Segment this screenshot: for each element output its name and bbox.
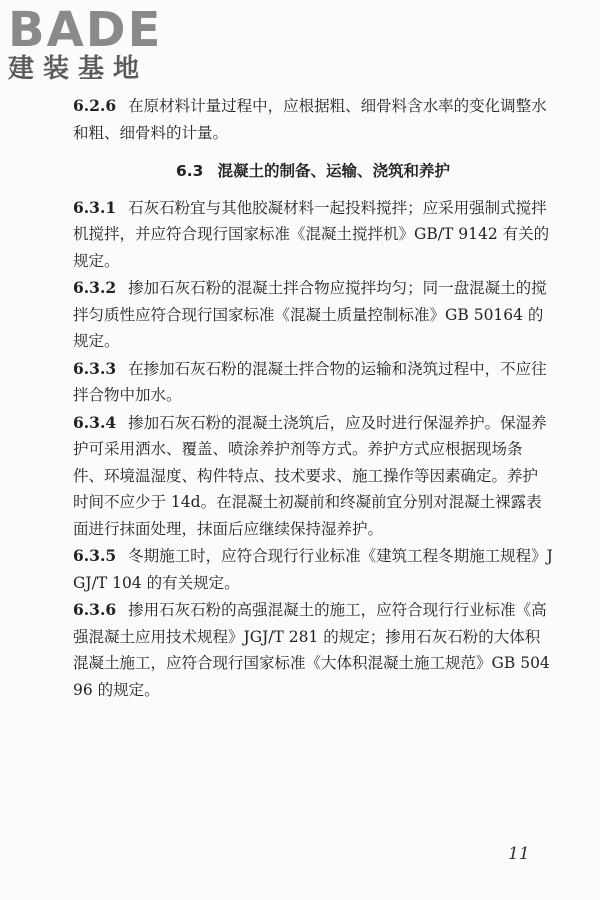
logo-subtitle: 建装基地	[8, 54, 149, 84]
clause-text: 石灰石粉宜与其他胶凝材料一起投料搅拌；应采用强制式搅拌机搅拌，并应符合现行国家标准《混凝土搅拌机》GB/T 9142 有关的规定。	[73, 198, 550, 270]
section-number: 6.3	[176, 162, 204, 180]
clause-number: 6.3.6	[73, 600, 117, 619]
page-number: 11	[508, 844, 530, 864]
clause-number: 6.3.2	[73, 278, 117, 297]
clause-6-3-2	[73, 275, 553, 355]
logo-wordmark: BADE	[8, 2, 163, 58]
clause-text: 掺用石灰石粉的高强混凝土的施工，应符合现行行业标准《高强混凝土应用技术规程》JGJ/T 281 的规定；掺用石灰石粉的大体积混凝土施工，应符合现行国家标准《大体积混凝土施工规范》GB 50496 的规定。	[73, 601, 550, 699]
clause-6-3-1	[73, 195, 553, 275]
clause-number: 6.2.6	[73, 96, 117, 115]
clause-number: 6.3.4	[73, 412, 117, 432]
clause-6-3-6	[73, 597, 553, 703]
logo	[8, 4, 188, 84]
clause-text: 在原材料计量过程中，应根据粗、细骨料含水率的变化调整水和粗、细骨料的计量。	[73, 97, 547, 142]
clause-text: 掺加石灰石粉的混凝土浇筑后，应及时进行保湿养护。保湿养护可采用洒水、覆盖、喷涂养护剂等方式。养护方式应根据现场条件、环境温湿度、构件特点、技术要求、施工操作等因素确定。养护时间不应少于 14d。在混凝土初凝前和终凝前宜分别对混凝土裸露表面进行抹面处理，抹面后应继续保持湿养护。	[73, 413, 547, 538]
clause-6-3-5	[73, 543, 553, 596]
document-body	[73, 93, 553, 703]
clause-text: 掺加石灰石粉的混凝土拌合物应搅拌均匀；同一盘混凝土的搅拌匀质性应符合现行国家标准《混凝土质量控制标准》GB 50164 的规定。	[73, 279, 547, 350]
clause-6-3-3	[73, 356, 553, 409]
clause-text: 冬期施工时，应符合现行行业标准《建筑工程冬期施工规程》JGJ/T 104 的有关规定。	[73, 547, 553, 592]
clause-number: 6.3.3	[73, 358, 117, 378]
clause-number: 6.3.1	[73, 197, 117, 217]
section-title: 混凝土的制备、运输、浇筑和养护	[217, 162, 450, 180]
clause-6-2-6	[73, 93, 553, 146]
clause-text: 在掺加石灰石粉的混凝土拌合物的运输和浇筑过程中，不应往拌合物中加水。	[73, 359, 547, 404]
clause-number: 6.3.5	[73, 546, 117, 565]
section-heading	[73, 158, 553, 185]
clause-6-3-4	[73, 410, 553, 543]
